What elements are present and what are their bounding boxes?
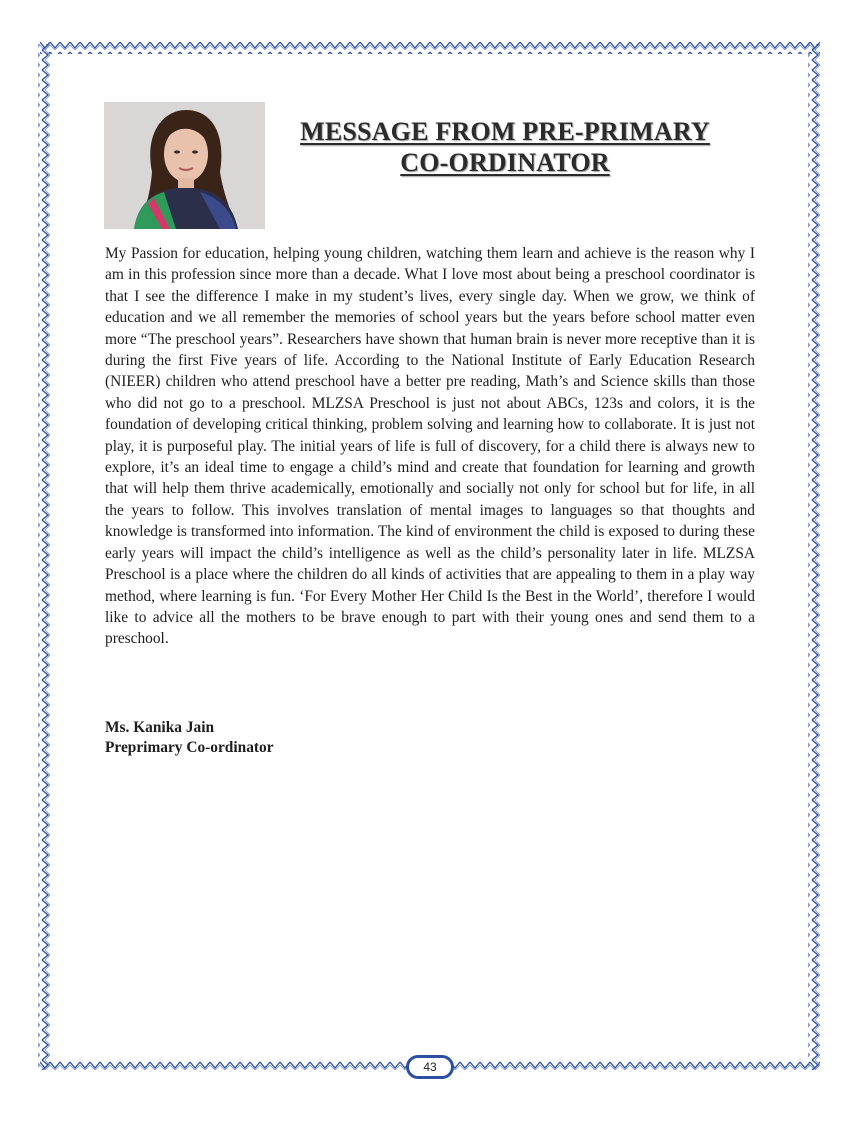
page-title	[270, 116, 740, 178]
signature-block	[105, 718, 505, 758]
page-title-line-1: MESSAGE FROM PRE-PRIMARY	[300, 117, 710, 146]
page-title-line-2: CO-ORDINATOR	[400, 148, 610, 177]
message-body: My Passion for education, helping young children, watching them learn and achieve is the reason why I am in this profession since more than a decade. What I love most about being a preschool coordinator is that I see the difference I make in my student’s lives, every single day. When we grow, we think of education and we all remember the memories of school years but the years before school matter even more “The preschool years”. Researchers have shown that human brain is never more receptive than it is during the first Five years of life. According to the National Institute of Early Education Research (NIEER) children who attend preschool have a better pre reading, Math’s and Science skills than those who did not go to a preschool. MLZSA Preschool is just not about ABCs, 123s and colors, it is the foundation of developing critical thinking, problem solving and learning how to collaborate. It is just not play, it is purposeful play. The initial years of life is full of discovery, for a child there is always new to explore, it’s an ideal time to engage a child’s mind and create that foundation for learning and growth that will help them thrive academically, emotionally and socially not only for school but for life, in all the years to follow. This involves translation of mental images to languages so that thoughts and knowledge is transformed into information. The kind of environment the child is exposed to during these early years will impact the child’s intelligence as well as the child’s personality later in life. MLZSA Preschool is a place where the children do all kinds of activities that are appealing to them in a play way method, where learning is fun. ‘For Every Mother Her Child Is the Best in the World’, therefore I would like to advice all the mothers to be brave enough to part with their young ones and send them to a preschool.	[105, 245, 755, 648]
signature-name: Ms. Kanika Jain	[105, 719, 215, 736]
coordinator-photo	[104, 102, 265, 229]
signature-role: Preprimary Co-ordinator	[105, 739, 274, 756]
page-number: 43	[406, 1055, 454, 1079]
